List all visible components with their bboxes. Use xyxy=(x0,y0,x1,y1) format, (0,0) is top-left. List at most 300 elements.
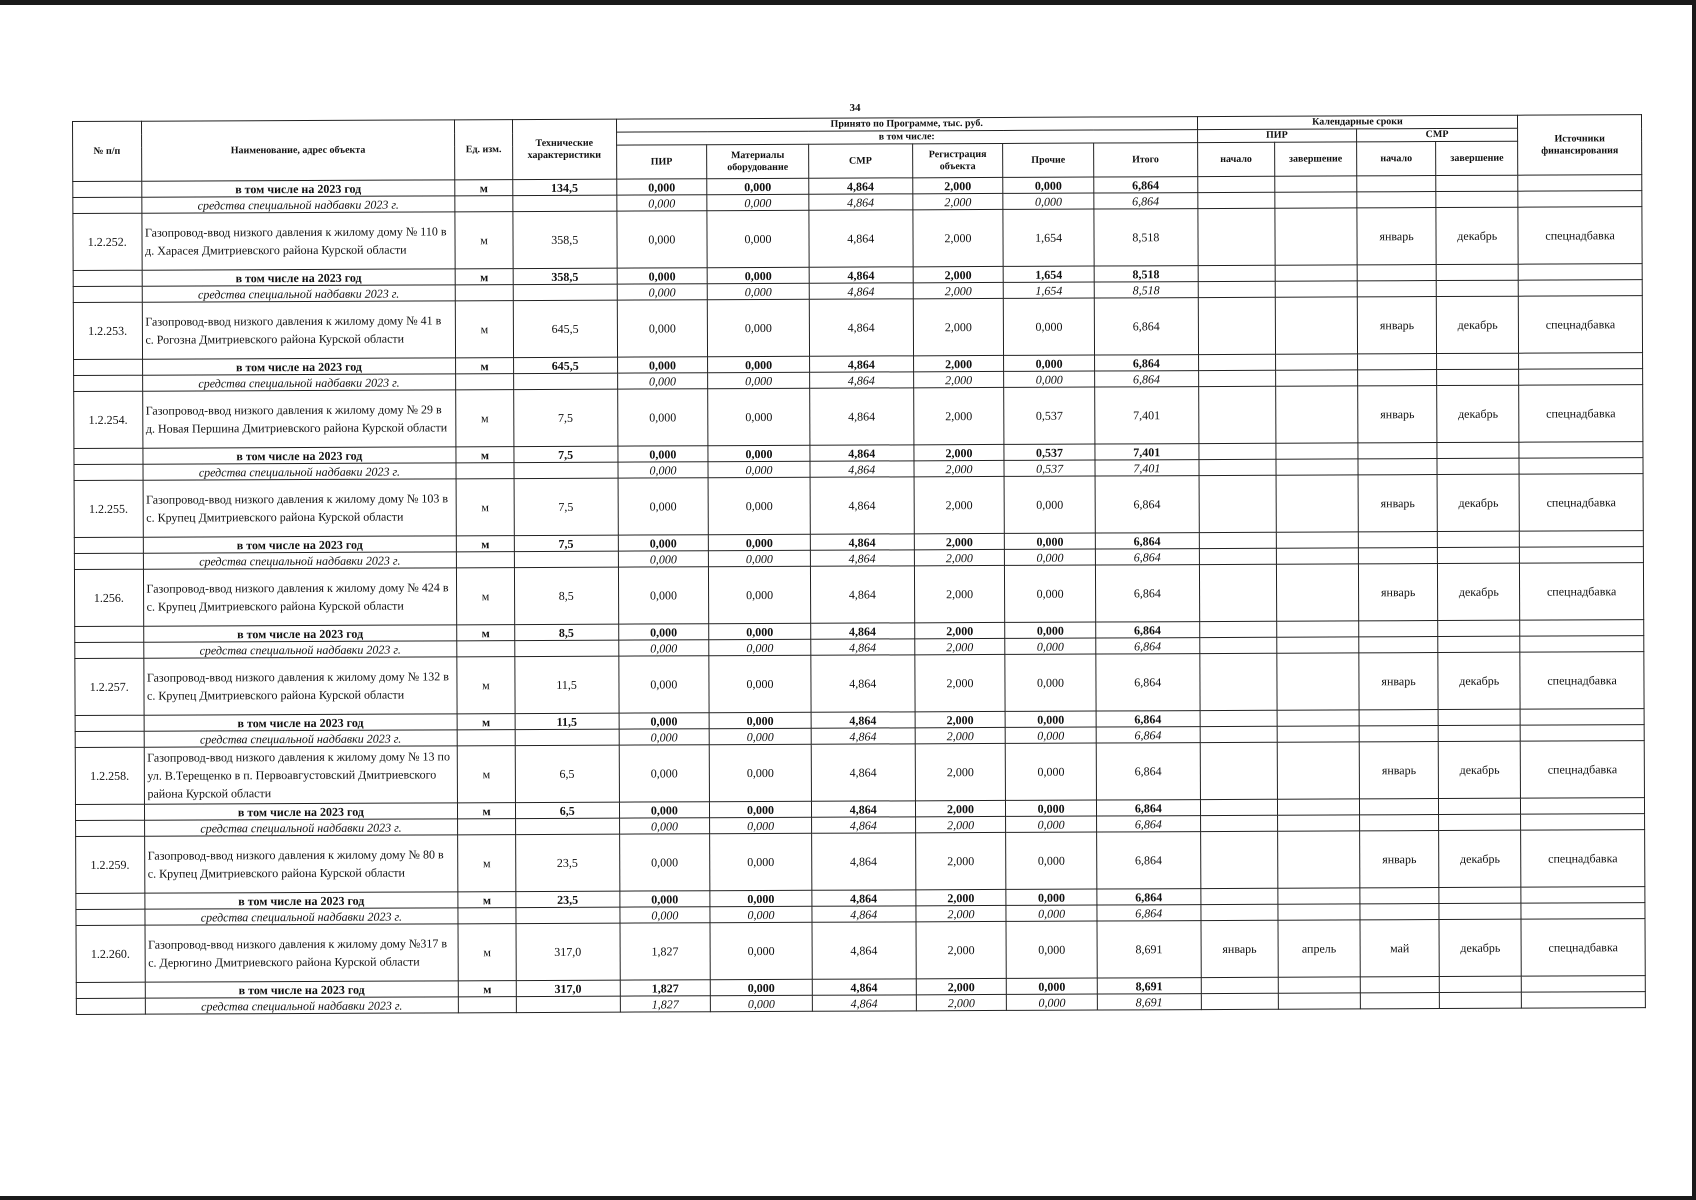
object-pir-start xyxy=(1198,386,1276,443)
object-pir-end xyxy=(1275,297,1357,354)
header-smr-end: завершение xyxy=(1436,141,1518,175)
cell-empty xyxy=(76,982,145,998)
funds-other: 0,000 xyxy=(1005,727,1096,743)
cell-empty xyxy=(455,196,513,212)
cell-empty xyxy=(1357,265,1437,281)
cell-empty xyxy=(1519,458,1643,475)
object-source: спецнадбавка xyxy=(1521,919,1645,977)
header-num: № п/п xyxy=(73,121,142,181)
object-row xyxy=(73,296,1642,360)
cell-empty xyxy=(458,908,516,924)
object-total: 6,864 xyxy=(1095,565,1199,622)
object-smr-start: май xyxy=(1360,920,1440,977)
object-number: 1.2.260. xyxy=(76,925,145,982)
cell-empty xyxy=(516,996,620,1012)
object-name: Газопровод-ввод низкого давления к жилому дому № 29 в д. Новая Першина Дмитриевского района Курской области xyxy=(142,390,456,448)
subtotal-reg: 2,000 xyxy=(915,711,1006,727)
subtotal-unit: м xyxy=(457,714,515,730)
object-number: 1.2.257. xyxy=(75,658,144,715)
cell-empty xyxy=(1521,798,1645,815)
header-smr-start: начало xyxy=(1356,142,1436,176)
object-smr: 4,864 xyxy=(810,388,914,445)
subtotal-mat: 0,000 xyxy=(708,534,810,550)
object-unit: м xyxy=(458,746,516,803)
subtotal-total: 7,401 xyxy=(1095,444,1199,460)
funds-other: 0,000 xyxy=(1006,816,1097,832)
cell-empty xyxy=(75,642,144,658)
cell-empty xyxy=(1199,443,1276,459)
cell-empty xyxy=(1436,175,1518,191)
cell-empty xyxy=(73,286,142,302)
object-total: 8,691 xyxy=(1097,921,1201,978)
header-unit: Ед. изм. xyxy=(455,120,513,180)
object-unit: м xyxy=(456,390,514,447)
object-unit: м xyxy=(457,657,515,714)
label-special-funds: средства специальной надбавки 2023 г. xyxy=(144,730,458,747)
funds-reg: 2,000 xyxy=(913,371,1004,387)
funds-total: 7,401 xyxy=(1095,460,1199,476)
funds-mat: 0,000 xyxy=(707,283,809,299)
table-body xyxy=(73,175,1646,1015)
funds-mat: 0,000 xyxy=(710,817,812,833)
object-other: 1,654 xyxy=(1003,209,1094,266)
funds-reg: 2,000 xyxy=(914,549,1005,565)
funds-pir: 0,000 xyxy=(618,640,709,656)
funds-smr: 4,864 xyxy=(809,372,913,388)
cell-empty xyxy=(1200,815,1277,831)
object-unit: м xyxy=(456,479,514,536)
funds-reg: 2,000 xyxy=(915,816,1006,832)
subtotal-pir: 0,000 xyxy=(618,624,709,640)
object-pir: 0,000 xyxy=(619,745,710,802)
object-other: 0,000 xyxy=(1006,832,1097,889)
object-number: 1.2.252. xyxy=(73,213,142,270)
cell-empty xyxy=(1438,547,1520,563)
subtotal-unit: м xyxy=(458,803,516,819)
cell-empty xyxy=(455,285,513,301)
subtotal-other: 0,000 xyxy=(1004,355,1095,371)
object-unit: м xyxy=(456,301,514,358)
funds-mat: 0,000 xyxy=(709,728,811,744)
cell-empty xyxy=(1277,621,1359,637)
object-other: 0,000 xyxy=(1004,476,1095,533)
object-tech: 645,5 xyxy=(513,300,617,357)
funds-pir: 0,000 xyxy=(618,462,709,478)
object-number: 1.2.259. xyxy=(76,836,145,893)
cell-empty xyxy=(1520,620,1644,637)
object-number: 1.2.254. xyxy=(74,391,143,448)
cell-empty xyxy=(1437,353,1519,369)
object-total: 6,864 xyxy=(1095,476,1199,533)
cell-empty xyxy=(1200,799,1277,815)
funds-pir: 0,000 xyxy=(617,284,708,300)
cell-empty xyxy=(1197,176,1274,192)
subtotal-mat: 0,000 xyxy=(709,712,811,728)
object-pir: 0,000 xyxy=(616,211,707,268)
funds-reg: 2,000 xyxy=(914,638,1005,654)
object-tech: 6,5 xyxy=(515,745,619,802)
object-pir: 0,000 xyxy=(619,834,710,891)
object-total: 6,864 xyxy=(1096,743,1200,800)
cell-empty xyxy=(1278,815,1360,831)
cell-tech: 134,5 xyxy=(512,179,616,195)
header-tech: Технические характеристики xyxy=(512,119,616,179)
object-pir-end xyxy=(1276,475,1358,532)
cell-empty xyxy=(1521,887,1645,904)
object-pir-start xyxy=(1200,742,1278,799)
subtotal-unit: м xyxy=(458,892,516,908)
cell-empty xyxy=(1278,977,1360,993)
subtotal-reg: 2,000 xyxy=(914,533,1005,549)
cell-empty xyxy=(1278,888,1360,904)
object-smr-end: декабрь xyxy=(1439,830,1521,887)
scan-top-edge xyxy=(0,0,1696,5)
object-total: 6,864 xyxy=(1096,654,1200,711)
object-unit: м xyxy=(458,835,516,892)
subtotal-tech: 6,5 xyxy=(515,802,619,818)
object-registration: 2,000 xyxy=(913,209,1004,266)
header-cal-pir: ПИР xyxy=(1197,129,1356,143)
header-smr: СМР xyxy=(808,144,912,178)
object-row xyxy=(73,207,1642,271)
object-smr-start: январь xyxy=(1357,386,1437,443)
funds-other: 0,000 xyxy=(1004,371,1095,387)
label-special-funds: средства специальной надбавки 2023 г. xyxy=(142,285,456,302)
subtotal-mat: 0,000 xyxy=(710,890,812,906)
label-including-2023: в том числе на 2023 год xyxy=(143,625,457,642)
cell-empty xyxy=(1436,264,1518,280)
funds-mat: 0,000 xyxy=(708,461,810,477)
cell-empty xyxy=(1359,637,1439,653)
label-including-2023: в том числе на 2023 год xyxy=(144,803,458,820)
cell-empty xyxy=(1357,281,1437,297)
object-materials: 0,000 xyxy=(709,655,811,712)
cell-empty xyxy=(73,270,142,286)
cell-empty xyxy=(1198,354,1275,370)
subtotal-pir: 0,000 xyxy=(619,891,710,907)
cell-empty xyxy=(1438,531,1520,547)
cell-empty xyxy=(1198,370,1275,386)
cell-empty xyxy=(513,284,617,300)
label-including-2023: в том числе на 2023 год xyxy=(141,180,455,197)
cell-empty xyxy=(1359,815,1439,831)
object-pir-end xyxy=(1275,208,1357,265)
cell-empty xyxy=(75,804,144,820)
subtotal-other: 0,000 xyxy=(1006,800,1097,816)
object-row xyxy=(76,919,1645,983)
cell-empty xyxy=(1276,354,1358,370)
subtotal-pir: 0,000 xyxy=(619,713,710,729)
subtotal-mat: 0,000 xyxy=(708,356,810,372)
cell-empty xyxy=(1198,192,1275,208)
object-pir: 0,000 xyxy=(617,389,708,446)
cell-empty xyxy=(456,374,514,390)
funds-mat: 0,000 xyxy=(709,639,811,655)
object-other: 0,000 xyxy=(1005,565,1096,622)
funds-pir: 0,000 xyxy=(618,551,709,567)
cell-pir: 0,000 xyxy=(616,179,707,195)
object-name: Газопровод-ввод низкого давления к жилому дому № 103 в с. Крупец Дмитриевского района Курской области xyxy=(143,479,457,537)
scan-bottom-edge xyxy=(0,1196,1696,1200)
subtotal-pir: 0,000 xyxy=(619,802,710,818)
subtotal-pir: 0,000 xyxy=(617,357,708,373)
object-pir-start xyxy=(1198,297,1276,354)
object-smr: 4,864 xyxy=(812,922,916,979)
label-special-funds: средства специальной надбавки 2023 г. xyxy=(143,552,457,569)
cell-empty xyxy=(1518,175,1642,192)
cell-empty xyxy=(1519,369,1643,386)
cell-empty xyxy=(1276,443,1358,459)
header-registration: Регистрация объекта xyxy=(912,143,1003,177)
subtotal-other: 0,000 xyxy=(1006,889,1097,905)
label-including-2023: в том числе на 2023 год xyxy=(142,269,456,286)
object-name: Газопровод-ввод низкого давления к жилому дому № 132 в с. Крупец Дмитриевского района Курской области xyxy=(143,657,457,715)
funds-other: 0,000 xyxy=(1007,994,1098,1010)
cell-empty xyxy=(74,537,143,553)
object-unit: м xyxy=(455,212,513,269)
object-other: 0,000 xyxy=(1004,298,1095,355)
cell-empty xyxy=(1275,265,1357,281)
cell-empty xyxy=(75,731,144,747)
label-including-2023: в том числе на 2023 год xyxy=(142,447,456,464)
funds-reg: 2,000 xyxy=(913,282,1004,298)
object-smr-end: декабрь xyxy=(1438,563,1520,620)
subtotal-mat: 0,000 xyxy=(710,979,812,995)
cell-empty xyxy=(76,820,145,836)
cell-empty xyxy=(1359,621,1439,637)
funds-other: 0,537 xyxy=(1004,460,1095,476)
cell-empty xyxy=(457,730,515,746)
label-including-2023: в том числе на 2023 год xyxy=(142,358,456,375)
cell-total: 6,864 xyxy=(1094,177,1198,193)
object-smr: 4,864 xyxy=(809,210,913,267)
object-source: спецнадбавка xyxy=(1521,830,1645,888)
cell-other: 0,000 xyxy=(1003,177,1094,193)
subtotal-tech: 23,5 xyxy=(516,891,620,907)
cell-empty xyxy=(74,359,143,375)
label-special-funds: средства специальной надбавки 2023 г. xyxy=(142,463,456,480)
cell-empty xyxy=(1199,548,1276,564)
subtotal-tech: 358,5 xyxy=(513,268,617,284)
cell-empty xyxy=(1275,176,1357,192)
funds-reg: 2,000 xyxy=(915,727,1006,743)
object-smr-end: декабрь xyxy=(1436,207,1518,264)
cell-empty xyxy=(457,552,515,568)
subtotal-total: 6,864 xyxy=(1096,711,1200,727)
cell-empty xyxy=(74,448,143,464)
object-smr-end: декабрь xyxy=(1437,296,1519,353)
cell-empty xyxy=(1198,281,1275,297)
object-total: 7,401 xyxy=(1095,387,1199,444)
cell-empty xyxy=(1518,191,1642,208)
object-name: Газопровод-ввод низкого давления к жилому дому № 110 в д. Харасея Дмитриевского района Курской области xyxy=(141,212,455,270)
object-pir-end xyxy=(1277,564,1359,621)
funds-reg: 2,000 xyxy=(914,460,1005,476)
cell-empty xyxy=(1277,726,1359,742)
object-materials: 0,000 xyxy=(708,477,810,534)
object-row xyxy=(75,652,1644,716)
funds-pir: 1,827 xyxy=(620,996,711,1012)
funds-other: 0,000 xyxy=(1006,905,1097,921)
cell-empty xyxy=(514,462,618,478)
object-pir-end xyxy=(1277,653,1359,710)
object-pir: 0,000 xyxy=(618,656,709,713)
object-source: спецнадбавка xyxy=(1519,385,1643,443)
subtotal-smr: 4,864 xyxy=(809,356,913,372)
subtotal-other: 0,000 xyxy=(1005,622,1096,638)
cell-empty xyxy=(1439,887,1521,903)
object-smr-end: декабрь xyxy=(1437,474,1519,531)
subtotal-total: 8,691 xyxy=(1097,978,1201,994)
object-other: 0,000 xyxy=(1005,654,1096,711)
object-other: 0,000 xyxy=(1006,921,1097,978)
subtotal-smr: 4,864 xyxy=(812,979,916,995)
cell-smr: 4,864 xyxy=(809,194,913,210)
cell-empty xyxy=(75,715,144,731)
cell-empty xyxy=(1359,726,1439,742)
header-including: в том числе: xyxy=(616,130,1197,146)
object-row xyxy=(74,385,1643,449)
object-row xyxy=(76,830,1645,894)
cell-registration: 2,000 xyxy=(913,193,1004,209)
header-cal-smr: СМР xyxy=(1356,128,1517,142)
cell-empty xyxy=(1278,993,1360,1009)
object-registration: 2,000 xyxy=(915,654,1006,711)
funds-total: 6,864 xyxy=(1094,371,1198,387)
funds-reg: 2,000 xyxy=(916,905,1007,921)
cell-empty xyxy=(1199,459,1276,475)
label-including-2023: в том числе на 2023 год xyxy=(144,714,458,731)
subtotal-smr: 4,864 xyxy=(809,267,913,283)
subtotal-mat: 0,000 xyxy=(709,623,811,639)
table-header xyxy=(73,115,1642,182)
subtotal-tech: 7,5 xyxy=(514,535,618,551)
header-name: Наименование, адрес объекта xyxy=(141,120,455,181)
cell-empty xyxy=(1521,903,1645,920)
cell-empty xyxy=(1360,904,1440,920)
cell-empty xyxy=(1278,904,1360,920)
subtotal-reg: 2,000 xyxy=(914,444,1005,460)
subtotal-smr: 4,864 xyxy=(812,890,916,906)
subtotal-smr: 4,864 xyxy=(810,534,914,550)
cell-empty xyxy=(1201,993,1278,1009)
cell-empty xyxy=(1277,637,1359,653)
object-source: спецнадбавка xyxy=(1520,563,1644,621)
page-number: 34 xyxy=(849,102,861,114)
object-materials: 0,000 xyxy=(709,744,811,801)
funds-mat: 0,000 xyxy=(710,906,812,922)
cell-empty xyxy=(1357,192,1437,208)
subtotal-tech: 645,5 xyxy=(513,357,617,373)
object-smr: 4,864 xyxy=(811,833,915,890)
object-pir: 0,000 xyxy=(618,478,709,535)
object-smr-end: декабрь xyxy=(1437,385,1519,442)
object-name: Газопровод-ввод низкого давления к жилому дому №317 в с. Дерюгино Дмитриевского района Курской области xyxy=(145,924,459,982)
subtotal-reg: 2,000 xyxy=(914,622,1005,638)
object-pir: 0,000 xyxy=(618,567,709,624)
subtotal-other: 0,000 xyxy=(1005,533,1096,549)
subtotal-reg: 2,000 xyxy=(916,889,1007,905)
object-tech: 7,5 xyxy=(514,478,618,535)
subtotal-reg: 2,000 xyxy=(915,800,1006,816)
cell-empty xyxy=(74,464,143,480)
cell-empty xyxy=(1518,264,1642,281)
cell-empty xyxy=(75,626,144,642)
cell-empty xyxy=(1521,976,1645,993)
object-registration: 2,000 xyxy=(914,476,1005,533)
cell-empty xyxy=(1276,548,1358,564)
object-unit: м xyxy=(458,924,516,981)
subtotal-other: 0,000 xyxy=(1007,978,1098,994)
cell-empty xyxy=(1275,281,1357,297)
subtotal-unit: м xyxy=(455,269,513,285)
cell-empty xyxy=(1275,192,1357,208)
subtotal-unit: м xyxy=(456,447,514,463)
subtotal-mat: 0,000 xyxy=(708,445,810,461)
subtotal-pir: 1,827 xyxy=(620,980,711,996)
object-smr-end: декабрь xyxy=(1438,652,1520,709)
header-total: Итого xyxy=(1093,143,1197,177)
subtotal-reg: 2,000 xyxy=(913,355,1004,371)
cell-empty xyxy=(1360,977,1440,993)
label-including-2023: в том числе на 2023 год xyxy=(145,981,459,998)
object-name: Газопровод-ввод низкого давления к жилому дому № 80 в с. Крупец Дмитриевского района Курской области xyxy=(144,835,458,893)
cell-empty xyxy=(515,640,619,656)
object-number: 1.2.255. xyxy=(74,480,143,537)
subtotal-smr: 4,864 xyxy=(811,801,915,817)
object-materials: 0,000 xyxy=(707,299,809,356)
funds-smr: 4,864 xyxy=(811,639,915,655)
funds-mat: 0,000 xyxy=(709,550,811,566)
cell-empty xyxy=(1276,370,1358,386)
object-pir-start xyxy=(1200,653,1278,710)
cell-empty xyxy=(76,909,145,925)
cell-empty xyxy=(1518,280,1642,297)
cell-empty xyxy=(1198,265,1275,281)
cell-empty xyxy=(1439,814,1521,830)
cell-empty xyxy=(1276,459,1358,475)
object-pir-end xyxy=(1278,831,1360,888)
cell-empty xyxy=(1358,459,1438,475)
subtotal-total: 6,864 xyxy=(1096,800,1200,816)
cell-materials: 0,000 xyxy=(707,194,809,210)
object-pir-end: апрель xyxy=(1278,920,1360,977)
cell-empty xyxy=(1358,443,1438,459)
subtotal-reg: 2,000 xyxy=(913,266,1004,282)
cell-empty xyxy=(1437,442,1519,458)
cell-empty xyxy=(1359,799,1439,815)
cell-empty xyxy=(1357,354,1437,370)
cell-empty xyxy=(1200,710,1277,726)
cell-materials: 0,000 xyxy=(707,178,809,194)
cell-empty xyxy=(1277,710,1359,726)
object-smr-end: декабрь xyxy=(1439,919,1521,976)
funds-smr: 4,864 xyxy=(812,995,916,1011)
subtotal-pir: 0,000 xyxy=(618,446,709,462)
cell-pir: 0,000 xyxy=(616,195,707,211)
object-row xyxy=(74,474,1643,538)
funds-total: 6,864 xyxy=(1096,816,1200,832)
subtotal-smr: 4,864 xyxy=(811,623,915,639)
object-total: 6,864 xyxy=(1094,298,1198,355)
cell-empty xyxy=(1440,976,1522,992)
cell-empty xyxy=(1520,725,1644,742)
object-pir-end xyxy=(1276,386,1358,443)
subtotal-other: 1,654 xyxy=(1003,266,1094,282)
subtotal-smr: 4,864 xyxy=(811,712,915,728)
subtotal-pir: 0,000 xyxy=(618,535,709,551)
cell-empty xyxy=(1519,353,1643,370)
